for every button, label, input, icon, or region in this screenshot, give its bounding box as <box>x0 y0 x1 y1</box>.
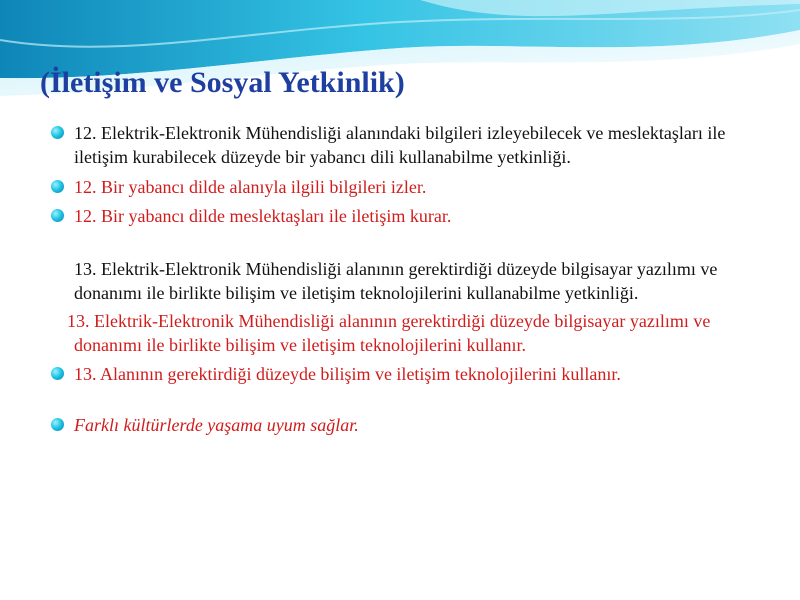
item-text: 12. Bir yabancı dilde meslektaşları ile iletişim kurar. <box>74 206 452 226</box>
bullet-icon <box>51 367 64 380</box>
slide-content <box>48 121 760 437</box>
list-item <box>48 413 760 437</box>
bullet-icon <box>51 418 64 431</box>
item-text: 13. Elektrik-Elektronik Mühendisliği alanının gerektirdiği düzeyde bilgisayar yazılımı ve donanımı ile birlikte bilişim ve iletişim teknolojilerini kullanabilme yetkinliği. <box>74 259 718 303</box>
item-text: 12. Bir yabancı dilde alanıyla ilgili bilgileri izler. <box>74 177 427 197</box>
list-item <box>48 257 760 305</box>
bullet-icon <box>51 180 64 193</box>
list-item <box>48 204 760 228</box>
item-text: Farklı kültürlerde yaşama uyum sağlar. <box>74 415 359 435</box>
item-text: 12. Elektrik-Elektronik Mühendisliği alanındaki bilgileri izleyebilecek ve meslektaşları ile iletişim kurabilecek düzeyde bir yabancı dili kullanabilme yetkinliği. <box>74 123 726 167</box>
list-item <box>48 121 760 169</box>
bullet-icon <box>51 209 64 222</box>
item-text: 13. Alanının gerektirdiği düzeyde bilişim ve iletişim teknolojilerini kullanır. <box>74 364 621 384</box>
bullet-icon <box>51 126 64 139</box>
list-item <box>48 362 760 386</box>
slide-title: (İletişim ve Sosyal Yetkinlik) <box>40 66 405 99</box>
item-text: 13. Elektrik-Elektronik Mühendisliği alanının gerektirdiği düzeyde bilgisayar yazılımı ve donanımı ile birlikte bilişim ve iletişim teknolojilerini kullanır. <box>67 311 711 355</box>
list-item <box>48 309 760 357</box>
list-item <box>48 175 760 199</box>
